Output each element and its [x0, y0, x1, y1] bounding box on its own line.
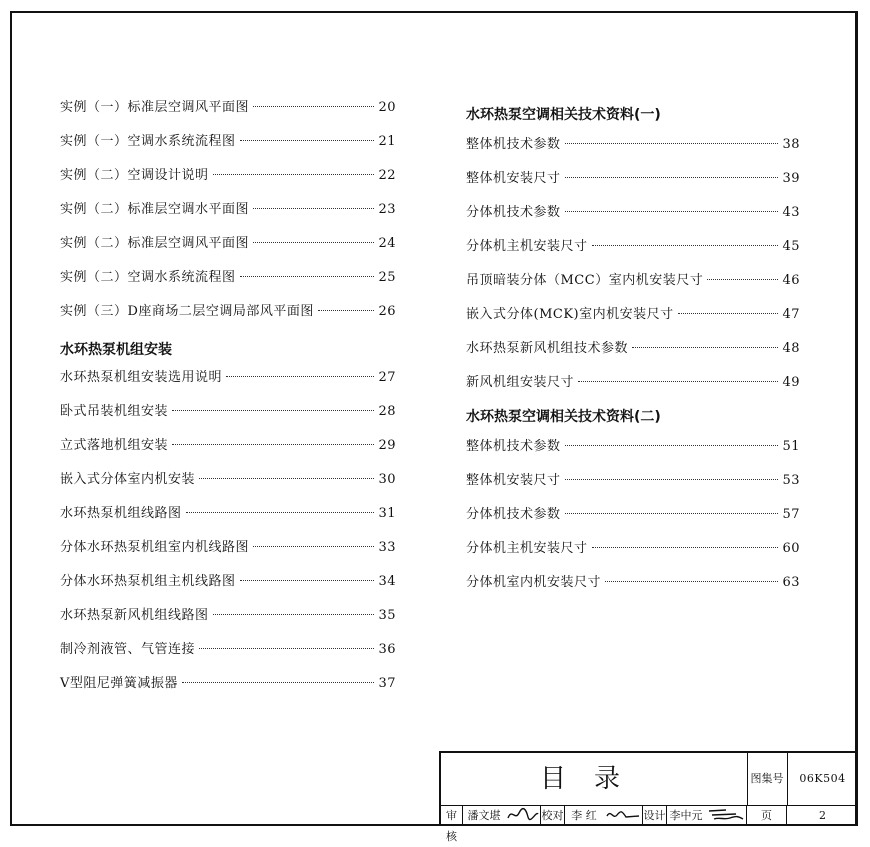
dot-leader	[199, 478, 374, 479]
toc-left-column	[60, 96, 396, 706]
dot-leader	[240, 276, 375, 277]
toc-entry-label: V型阻尼弹簧减振器	[60, 676, 178, 691]
toc-entry-label: 实例（二）标准层空调水平面图	[60, 202, 250, 217]
toc-entry-page: 39	[782, 171, 800, 186]
toc-entry	[60, 198, 396, 232]
toc-list-tech-data-2	[466, 435, 800, 605]
toc-entry-page: 35	[378, 608, 396, 623]
toc-entry	[466, 133, 800, 167]
toc-entry-page: 20	[378, 100, 396, 115]
dot-leader	[253, 242, 374, 243]
toc-entry	[466, 537, 800, 571]
toc-entry	[60, 232, 396, 266]
design-label: 设计	[643, 805, 667, 826]
toc-entry-page: 53	[782, 473, 800, 488]
check-label: 校对	[541, 805, 565, 826]
toc-entry	[466, 235, 800, 269]
dot-leader	[318, 310, 375, 311]
toc-entry-page: 22	[378, 168, 396, 183]
toc-entry-label: 实例（二）空调设计说明	[60, 168, 209, 183]
review-label: 审核	[441, 805, 463, 826]
toc-entry-label: 整体机安装尺寸	[466, 473, 561, 488]
toc-entry-page: 45	[782, 239, 800, 254]
toc-entry-label: 实例（二）标准层空调风平面图	[60, 236, 250, 251]
dot-leader	[565, 177, 779, 178]
toc-entry	[466, 469, 800, 503]
toc-entry-page: 51	[782, 439, 800, 454]
toc-entry-label: 分体机室内机安装尺寸	[466, 575, 602, 590]
toc-entry	[60, 164, 396, 198]
toc-entry-label: 实例（二）空调水系统流程图	[60, 270, 236, 285]
toc-entry-page: 21	[378, 134, 396, 149]
toc-entry-label: 水环热泵新风机组技术参数	[466, 341, 629, 356]
toc-entry-label: 整体机技术参数	[466, 439, 561, 454]
page-number: 2	[819, 809, 826, 822]
dot-leader	[678, 313, 779, 314]
toc-entry	[60, 502, 396, 536]
toc-list-examples	[60, 96, 396, 334]
dot-leader	[565, 513, 779, 514]
section-heading-install: 水环热泵机组安装	[60, 342, 172, 358]
toc-entry-page: 57	[782, 507, 800, 522]
toc-entry-page: 27	[378, 370, 396, 385]
toc-entry	[60, 130, 396, 164]
toc-entry-page: 63	[782, 575, 800, 590]
dot-leader	[172, 444, 374, 445]
section-heading-tech-data-1: 水环热泵空调相关技术资料(一)	[466, 107, 661, 123]
toc-entry-label: 水环热泵机组安装选用说明	[60, 370, 223, 385]
toc-entry-label: 分体机主机安装尺寸	[466, 239, 588, 254]
toc-entry-page: 46	[782, 273, 800, 288]
title-block-row-2	[441, 805, 858, 843]
dot-leader	[632, 347, 778, 348]
toc-entry-page: 37	[378, 676, 396, 691]
toc-entry-page: 25	[378, 270, 396, 285]
toc-entry-page: 38	[782, 137, 800, 152]
toc-entry	[466, 337, 800, 371]
drawing-title: 目录	[441, 753, 748, 805]
toc-entry-page: 28	[378, 404, 396, 419]
toc-entry-label: 嵌入式分体(MCK)室内机安装尺寸	[466, 307, 674, 322]
section-heading-tech-data-2: 水环热泵空调相关技术资料(二)	[466, 409, 661, 425]
designer-signature	[705, 805, 747, 826]
toc-entry	[60, 570, 396, 604]
toc-entry	[466, 435, 800, 469]
toc-entry-page: 49	[782, 375, 800, 390]
toc-entry-label: 分体机主机安装尺寸	[466, 541, 588, 556]
toc-entry-page: 26	[378, 304, 396, 319]
toc-entry-page: 48	[782, 341, 800, 356]
toc-entry	[60, 672, 396, 706]
toc-entry-label: 嵌入式分体室内机安装	[60, 472, 196, 487]
toc-entry-page: 33	[378, 540, 396, 555]
toc-entry	[466, 167, 800, 201]
dot-leader	[240, 580, 375, 581]
atlas-number-label: 图集号	[747, 753, 788, 805]
toc-entry-page: 47	[782, 307, 800, 322]
toc-entry-label: 分体机技术参数	[466, 205, 561, 220]
checker-signature	[603, 805, 643, 826]
dot-leader	[182, 682, 375, 683]
toc-entry-label: 新风机组安装尺寸	[466, 375, 575, 390]
dot-leader	[565, 445, 779, 446]
toc-entry	[60, 400, 396, 434]
toc-entry-label: 分体水环热泵机组主机线路图	[60, 574, 236, 589]
dot-leader	[707, 279, 778, 280]
dot-leader	[199, 648, 374, 649]
toc-entry-label: 吊顶暗装分体（MCC）室内机安装尺寸	[466, 273, 704, 288]
dot-leader	[592, 547, 779, 548]
toc-entry-page: 29	[378, 438, 396, 453]
toc-entry-label: 卧式吊装机组安装	[60, 404, 169, 419]
dot-leader	[565, 143, 779, 144]
dot-leader	[226, 376, 374, 377]
dot-leader	[253, 106, 374, 107]
title-block	[439, 751, 858, 843]
dot-leader	[253, 546, 374, 547]
checker-name: 李 红	[571, 809, 597, 822]
toc-entry	[60, 434, 396, 468]
toc-entry-label: 水环热泵机组线路图	[60, 506, 182, 521]
toc-entry	[466, 303, 800, 337]
toc-entry	[60, 366, 396, 400]
toc-entry-label: 水环热泵新风机组线路图	[60, 608, 209, 623]
toc-entry-page: 31	[378, 506, 396, 521]
toc-list-tech-data-1	[466, 133, 800, 405]
toc-entry-page: 34	[378, 574, 396, 589]
toc-entry	[60, 468, 396, 502]
dot-leader	[578, 381, 778, 382]
designer-name: 李中元	[669, 809, 703, 822]
toc-entry-page: 23	[378, 202, 396, 217]
dot-leader	[565, 479, 779, 480]
toc-entry-label: 实例（一）标准层空调风平面图	[60, 100, 250, 115]
toc-right-column	[466, 103, 800, 605]
toc-entry	[60, 638, 396, 672]
toc-entry	[60, 266, 396, 300]
dot-leader	[240, 140, 375, 141]
dot-leader	[592, 245, 779, 246]
toc-list-install	[60, 366, 396, 706]
dot-leader	[172, 410, 374, 411]
reviewer-signature	[505, 805, 541, 826]
toc-entry	[466, 371, 800, 405]
toc-entry-label: 分体水环热泵机组室内机线路图	[60, 540, 250, 555]
dot-leader	[253, 208, 374, 209]
toc-entry	[466, 571, 800, 605]
toc-entry-page: 24	[378, 236, 396, 251]
toc-entry-label: 分体机技术参数	[466, 507, 561, 522]
dot-leader	[186, 512, 375, 513]
toc-entry-label: 实例（三）D座商场二层空调局部风平面图	[60, 304, 314, 319]
toc-entry-label: 制冷剂液管、气管连接	[60, 642, 196, 657]
toc-entry-label: 实例（一）空调水系统流程图	[60, 134, 236, 149]
toc-entry	[60, 300, 396, 334]
toc-entry-page: 60	[782, 541, 800, 556]
dot-leader	[565, 211, 779, 212]
reviewer-name: 潘文堪	[467, 809, 501, 822]
atlas-number-value: 06K504	[799, 772, 846, 785]
toc-entry-label: 立式落地机组安装	[60, 438, 169, 453]
dot-leader	[605, 581, 778, 582]
toc-entry	[60, 96, 396, 130]
toc-entry-label: 整体机技术参数	[466, 137, 561, 152]
dot-leader	[213, 174, 375, 175]
toc-entry	[466, 269, 800, 303]
toc-entry-page: 43	[782, 205, 800, 220]
dot-leader	[213, 614, 375, 615]
toc-entry	[60, 604, 396, 638]
toc-entry-label: 整体机安装尺寸	[466, 171, 561, 186]
page-label: 页	[747, 805, 787, 826]
toc-entry-page: 36	[378, 642, 396, 657]
toc-entry-page: 30	[378, 472, 396, 487]
toc-entry	[466, 503, 800, 537]
toc-entry	[60, 536, 396, 570]
title-block-row-1	[441, 753, 858, 806]
toc-entry	[466, 201, 800, 235]
